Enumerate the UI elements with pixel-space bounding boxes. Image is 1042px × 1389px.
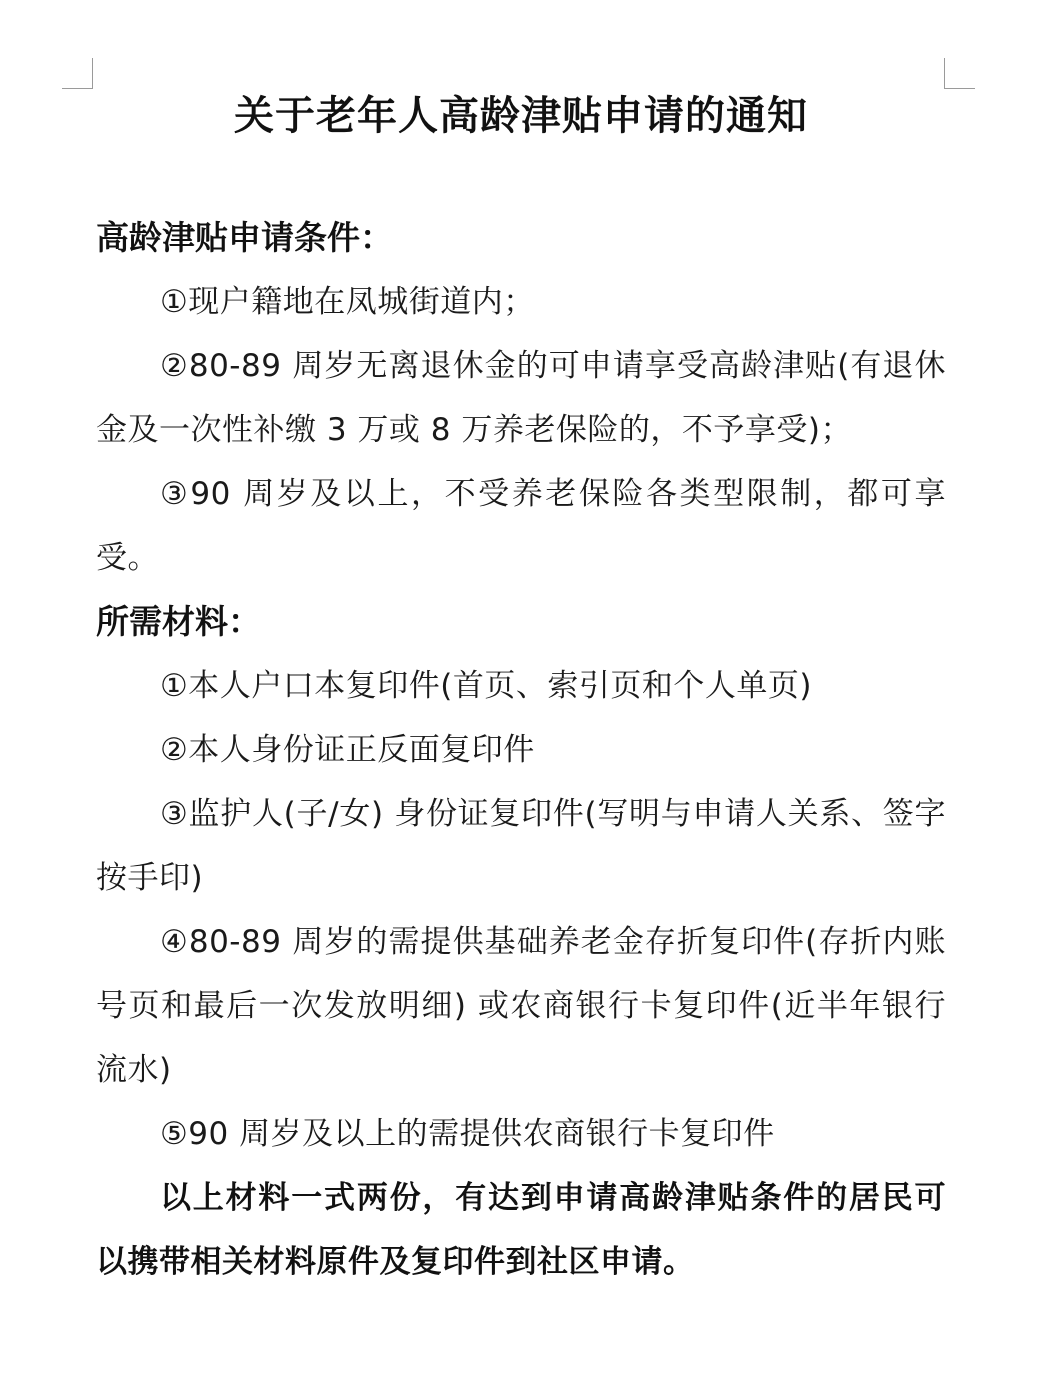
closing-note: 以上材料一式两份，有达到申请高龄津贴条件的居民可以携带相关材料原件及复印件到社区申请。 — [96, 1180, 946, 1280]
condition-item-1: ①现户籍地在凤城街道内； — [160, 284, 535, 320]
material-item-1: ①本人户口本复印件(首页、索引页和个人单页) — [160, 668, 812, 704]
document-body — [96, 206, 946, 1294]
crop-mark-top-left — [62, 58, 93, 89]
crop-mark-top-right — [944, 58, 975, 89]
material-item-3: ③监护人(子/女) 身份证复印件(写明与申请人关系、签字按手印) — [96, 796, 946, 896]
material-item-5: ⑤90 周岁及以上的需提供农商银行卡复印件 — [160, 1116, 775, 1152]
section-heading-materials: 所需材料： — [96, 602, 261, 641]
document-title: 关于老年人高龄津贴申请的通知 — [234, 93, 808, 139]
condition-item-2: ②80-89 周岁无离退休金的可申请享受高龄津贴(有退休金及一次性补缴 3 万或 8 万养老保险的，不予享受)； — [96, 348, 946, 448]
material-item-2: ②本人身份证正反面复印件 — [160, 732, 535, 768]
section-heading-conditions: 高龄津贴申请条件： — [96, 218, 393, 257]
material-item-4: ④80-89 周岁的需提供基础养老金存折复印件(存折内账号页和最后一次发放明细) 或农商银行卡复印件(近半年银行流水) — [96, 924, 946, 1088]
condition-item-3: ③90 周岁及以上，不受养老保险各类型限制，都可享受。 — [96, 476, 946, 576]
